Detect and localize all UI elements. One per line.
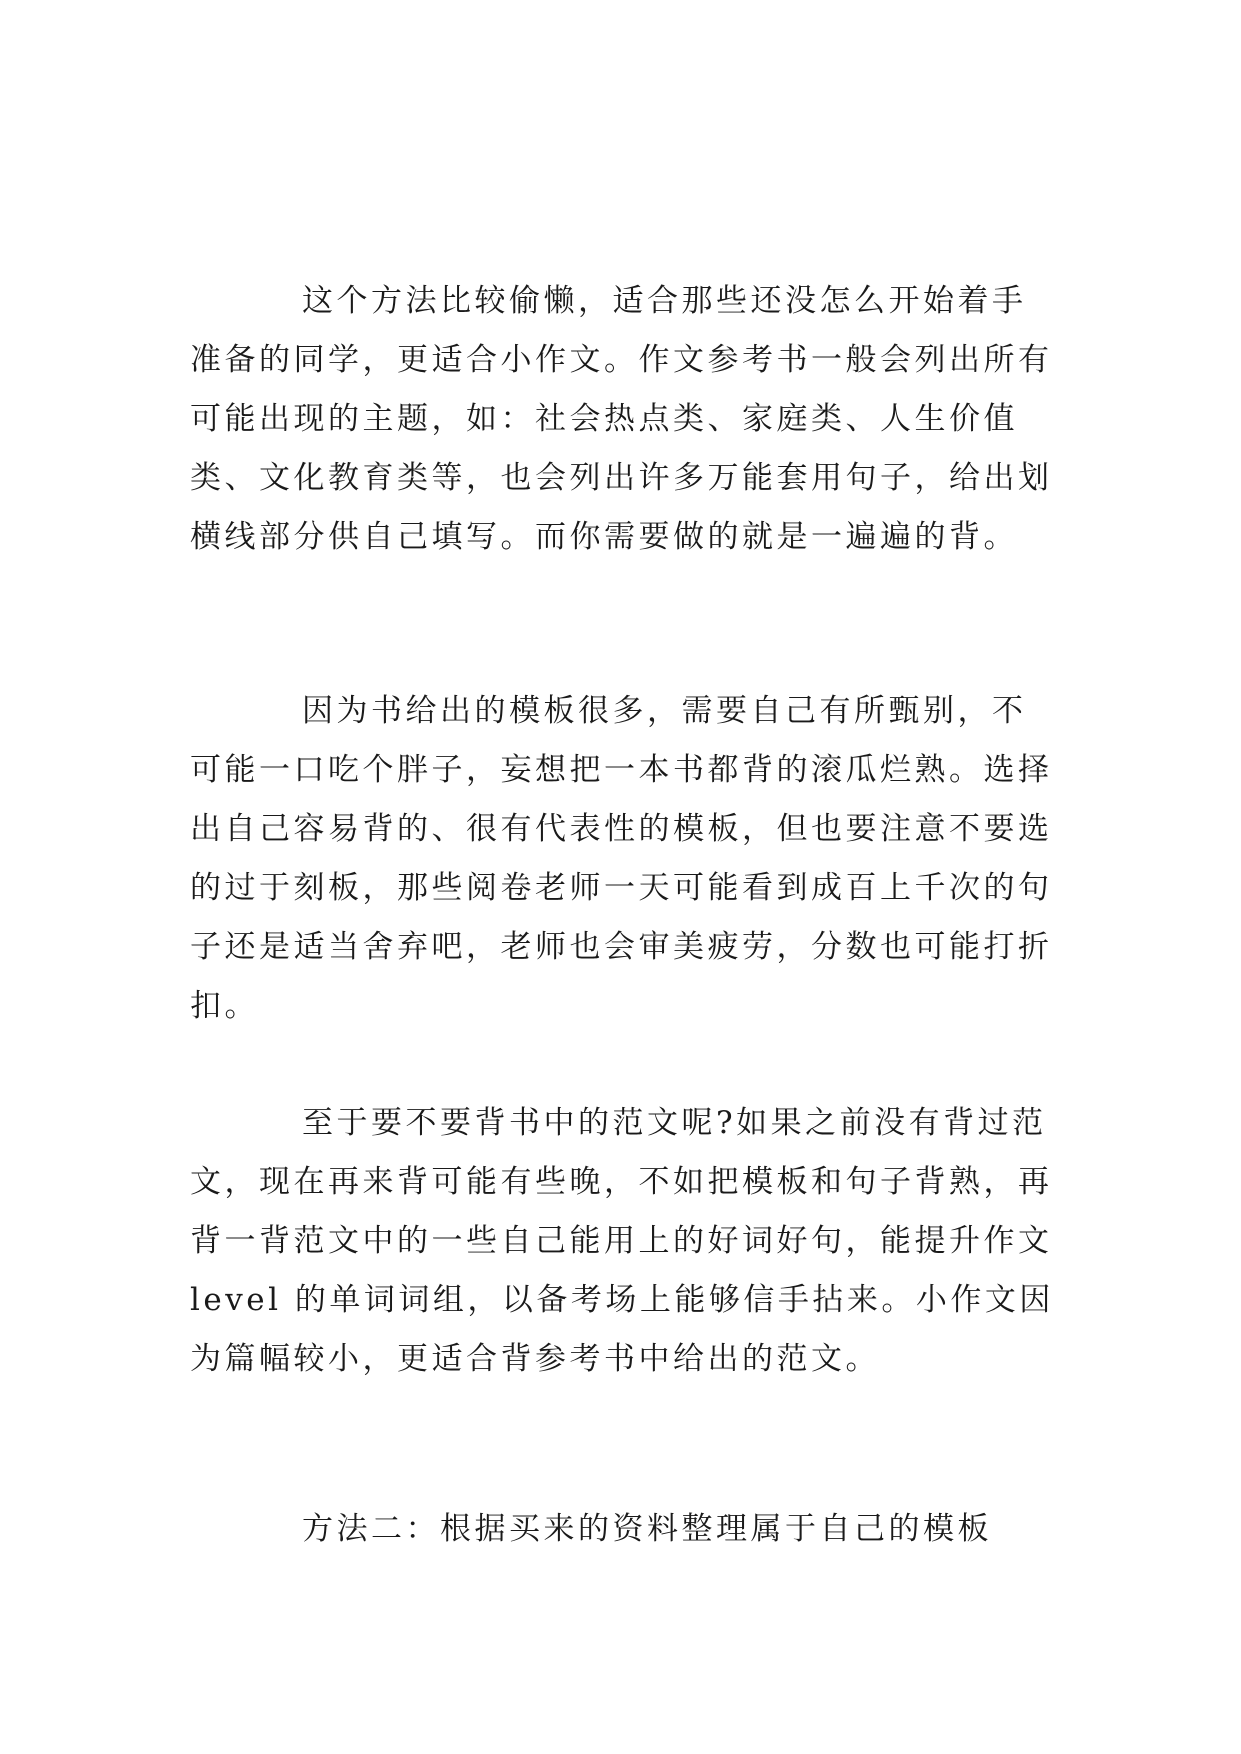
- paragraph-2: [190, 682, 1060, 1036]
- paragraph-3: [190, 1094, 1060, 1389]
- paragraph-3-text: 至于要不要背书中的范文呢?如果之前没有背过范文，现在再来背可能有些晚，不如把模板和句子背熟，再背一背范文中的一些自己能用上的好词好句，能提升作文 level 的单词词组，以备考场上能够信手拈来。小作文因为篇幅较小，更适合背参考书中给出的范文。: [190, 1105, 1054, 1377]
- paragraph-2-text: 因为书给出的模板很多，需要自己有所甄别，不可能一口吃个胖子，妄想把一本书都背的滚瓜烂熟。选择出自己容易背的、很有代表性的模板，但也要注意不要选的过于刻板，那些阅卷老师一天可能看到成百上千次的句子还是适当舍弃吧，老师也会审美疲劳，分数也可能打折扣。: [190, 693, 1053, 1024]
- section-heading: 方法二：根据买来的资料整理属于自己的模板: [302, 1511, 992, 1547]
- paragraph-1: [190, 272, 1060, 567]
- paragraph-1-text: 这个方法比较偷懒，适合那些还没怎么开始着手准备的同学，更适合小作文。作文参考书一般会列出所有可能出现的主题，如：社会热点类、家庭类、人生价值类、文化教育类等，也会列出许多万能套用句子，给出划横线部分供自己填写。而你需要做的就是一遍遍的背。: [190, 283, 1053, 555]
